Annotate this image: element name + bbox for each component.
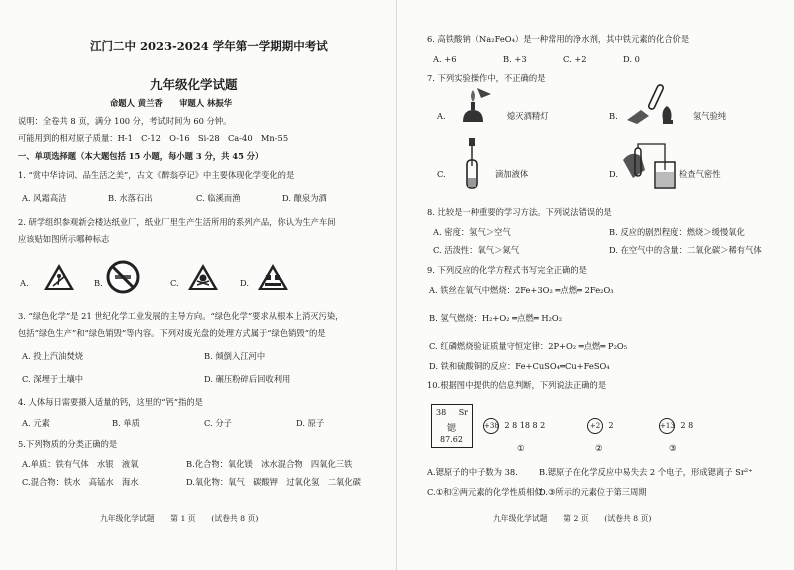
q9-stem: 9. 下列反应的化学方程式书写完全正确的是 <box>427 265 587 275</box>
q4-option-c: C. 分子 <box>204 418 232 428</box>
q1-option-b: B. 水落石出 <box>108 193 153 203</box>
q6-option-c: C. +2 <box>563 54 587 64</box>
atomic-masses: 可能用到的相对原子质量：H-1 C-12 O-16 Si-28 Ca-40 Mn-55 <box>18 133 289 143</box>
q7-caption-a: 熄灭酒精灯 <box>507 111 549 121</box>
q7-option-d: D. <box>609 169 618 179</box>
nucleus-1: +38 <box>483 418 499 434</box>
q10-option-b: B.锶原子在化学反应中易失去 2 个电子，形成锶离子 Sr²⁺ <box>539 467 753 477</box>
airtightness-check-icon <box>621 140 683 192</box>
shells-1: 2 8 18 8 2 <box>504 421 546 430</box>
page-2-footer: 九年级化学试题 第 2 页 (试卷共 8 页) <box>493 514 652 523</box>
q2-stem-line1: 2. 研学组织参观新会楼达纸业厂，纸业厂里生产生活所用的系列产品，你认为生产车间 <box>18 217 336 227</box>
q6-stem: 6. 高铁酸钠（Na₂FeO₄）是一种常用的净水剂，其中铁元素的化合价是 <box>427 34 690 44</box>
q4-option-b: B. 单质 <box>112 418 140 428</box>
atom-mark-2: ② <box>595 443 603 453</box>
shells-3: 2 8 <box>680 421 694 430</box>
q5-stem: 5.下列物质的分类正确的是 <box>18 439 118 449</box>
q7-option-c: C. <box>437 169 446 179</box>
shells-2: 2 <box>608 421 614 430</box>
q1-option-c: C. 临溪而渔 <box>196 193 241 203</box>
section-heading: 一、单项选择题（本大题包括 15 小题，每小题 3 分，共 45 分） <box>18 151 264 161</box>
q1-option-d: D. 酿泉为酒 <box>282 193 327 203</box>
q7-caption-c: 滴加液体 <box>495 169 529 179</box>
q3-option-b: B. 倾倒入江河中 <box>204 351 266 361</box>
q7-option-a: A. <box>437 111 446 121</box>
hydrogen-test-icon <box>623 80 685 126</box>
periodic-table-cell <box>431 404 473 448</box>
no-smoking-icon <box>106 260 140 294</box>
q8-option-a: A. 密度：氢气＞空气 <box>433 227 511 237</box>
q10-option-a: A.锶原子的中子数为 38. <box>427 467 518 477</box>
q10-option-d: D.③所示的元素位于第三周期 <box>539 487 647 497</box>
q3-option-d: D. 碾压粉碎后回收利用 <box>204 374 291 384</box>
q10-option-c: C.①和②两元素的化学性质相似 <box>427 487 543 497</box>
nucleus-3: +13 <box>659 418 675 434</box>
exam-note: 说明：全卷共 8 页，满分 100 分，考试时间为 60 分钟。 <box>18 116 232 126</box>
atomic-mass: 87.62 <box>440 435 463 444</box>
q8-stem: 8. 比较是一种重要的学习方法。下列说法错误的是 <box>427 207 612 217</box>
q1-stem: 1. “赏中华诗词、品生活之美”，古文《醉翁亭记》中主要体现化学变化的是 <box>18 170 295 180</box>
q2-label-a: A. <box>20 278 29 288</box>
q9-option-a: A. 铁丝在氧气中燃烧：2Fe+3O₂ ═点燃═ 2Fe₂O₃ <box>429 285 614 295</box>
q5-option-c: C.混合物：铁水 高锰水 海水 <box>22 477 139 487</box>
q5-option-d: D.氧化物：氧气 碳酸钾 过氧化氢 二氧化碳 <box>186 477 361 487</box>
exam-title: 江门二中 2023-2024 学年第一学期期中考试 <box>90 39 328 53</box>
q2-label-c: C. <box>170 278 179 288</box>
element-symbol: Sr <box>458 408 468 417</box>
poison-warning-icon <box>186 262 220 292</box>
q3-option-a: A. 投上汽油焚烧 <box>22 351 84 361</box>
atom-mark-3: ③ <box>669 443 677 453</box>
page-2 <box>397 0 794 570</box>
q10-stem: 10.根据图中提供的信息判断，下列说法正确的是 <box>427 380 607 390</box>
q5-option-b: B.化合物：氧化镁 冰水混合物 四氧化三铁 <box>186 459 353 469</box>
atom-structure-2 <box>587 418 614 434</box>
q7-option-b: B. <box>609 111 618 121</box>
q7-caption-b: 氢气验纯 <box>693 111 727 121</box>
paper-subtitle: 九年级化学试题 <box>150 77 238 92</box>
q6-option-b: B. +3 <box>503 54 527 64</box>
q6-option-a: A. +6 <box>433 54 457 64</box>
q9-option-b: B. 氢气燃烧：H₂+O₂ ═点燃═ H₂O₂ <box>429 313 563 323</box>
element-name: 锶 <box>447 424 457 434</box>
atomic-number: 38 <box>436 408 447 417</box>
q5-option-a: A.单质：铁有气体 水银 液氧 <box>22 459 139 469</box>
q3-stem-line1: 3. “绿色化学”是 21 世纪化学工业发展的主导方向。“绿色化学”要求从根本上消灭污染， <box>18 311 344 321</box>
atom-mark-1: ① <box>517 443 525 453</box>
q1-option-a: A. 风霜高洁 <box>22 193 67 203</box>
page-1-footer: 九年级化学试题 第 1 页 (试卷共 8 页) <box>100 514 259 523</box>
authors: 命题人 黄兰香 审题人 林振华 <box>110 98 232 108</box>
q7-stem: 7. 下列实验操作中，不正确的是 <box>427 73 546 83</box>
q2-label-d: D. <box>240 278 249 288</box>
q3-stem-line2: 包括“绿色生产”和“绿色销毁”等内容。下列对废光盘的处理方式属于“绿色销毁”的是 <box>18 328 326 338</box>
q8-option-b: B. 反应的剧烈程度：燃烧＞缓慢氧化 <box>609 227 745 237</box>
dropper-tube-icon <box>453 136 493 190</box>
q7-caption-d: 检查气密性 <box>679 169 721 179</box>
atom-structure-3 <box>659 418 693 434</box>
q8-option-c: C. 活泼性：氧气＞氮气 <box>433 245 519 255</box>
q3-option-c: C. 深埋于土壤中 <box>22 374 84 384</box>
q2-label-b: B. <box>94 278 103 288</box>
atom-structure-1 <box>483 418 545 434</box>
q8-option-d: D. 在空气中的含量：二氧化碳＞稀有气体 <box>609 245 762 255</box>
alcohol-lamp-icon <box>451 84 499 124</box>
q6-option-d: D. 0 <box>623 54 640 64</box>
pedestrian-warning-icon <box>42 262 76 292</box>
q4-stem: 4. 人体每日需要摄入适量的钙，这里的“钙”指的是 <box>18 397 203 407</box>
corrosive-warning-icon <box>256 262 290 292</box>
q2-stem-line2: 应该贴如图所示哪种标志 <box>18 234 110 244</box>
q9-option-c: C. 红磷燃烧验证质量守恒定律：2P+O₂ ═点燃═ P₂O₅ <box>429 341 628 351</box>
q4-option-d: D. 原子 <box>296 418 325 428</box>
q9-option-d: D. 铁和硫酸铜的反应：Fe+CuSO₄═Cu+FeSO₄ <box>429 361 610 371</box>
q4-option-a: A. 元素 <box>22 418 50 428</box>
nucleus-2: +2 <box>587 418 603 434</box>
